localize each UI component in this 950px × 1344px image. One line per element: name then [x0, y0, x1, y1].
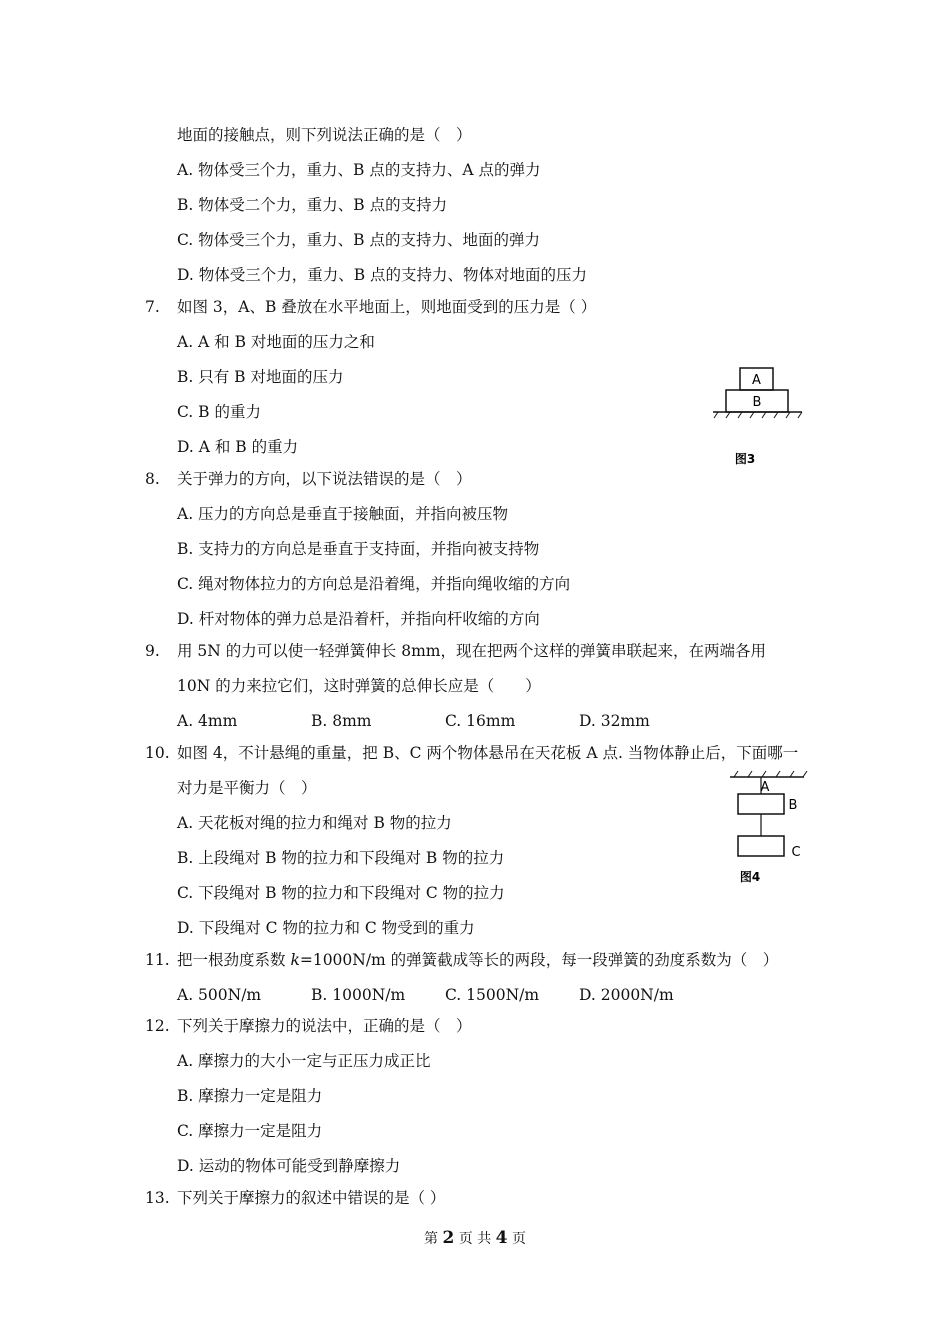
q8-stem: 关于弹力的方向，以下说法错误的是（ ）: [177, 470, 472, 488]
figure-3-caption: 图3: [734, 452, 756, 466]
footer-post: 页: [507, 1231, 526, 1247]
footer-page-number: 2: [442, 1228, 455, 1248]
q8-option-d: D. 杆对物体的弹力总是沿着杆，并指向杆收缩的方向: [177, 610, 540, 628]
q11-stem-post: =1000N/m 的弹簧截成等长的两段，每一段弹簧的劲度系数为（ ）: [299, 951, 779, 969]
q8-option-c: C. 绳对物体拉力的方向总是沿着绳，并指向绳收缩的方向: [177, 575, 571, 593]
q13-number: 13.: [145, 1189, 170, 1207]
q7-number: 7.: [145, 298, 160, 316]
footer-pre: 第: [424, 1231, 443, 1247]
q12-option-a: A. 摩擦力的大小一定与正压力成正比: [177, 1052, 431, 1070]
q6-stem-continuation: 地面的接触点，则下列说法正确的是（ ）: [177, 126, 472, 144]
footer-mid: 页 共: [454, 1231, 496, 1247]
q10-option-a: A. 天花板对绳的拉力和绳对 B 物的拉力: [177, 814, 452, 832]
block-c: [738, 836, 784, 856]
q8-option-b: B. 支持力的方向总是垂直于支持面，并指向被支持物: [177, 540, 540, 558]
q11-number: 11.: [145, 951, 170, 969]
block-b: [738, 794, 784, 814]
q7-option-d: D. A 和 B 的重力: [177, 438, 299, 456]
q12-option-c: C. 摩擦力一定是阻力: [177, 1122, 323, 1140]
q11-option-b: B. 1000N/m: [311, 986, 406, 1004]
q11-stem-pre: 把一根劲度系数: [177, 951, 291, 969]
q9-stem-line1: 用 5N 的力可以使一轻弹簧伸长 8mm，现在把两个这样的弹簧串联起来，在两端各用: [177, 642, 766, 660]
q10-option-b: B. 上段绳对 B 物的拉力和下段绳对 B 物的拉力: [177, 849, 505, 867]
q11-stem-k: k: [290, 951, 300, 969]
q7-option-a: A. A 和 B 对地面的压力之和: [177, 333, 375, 351]
block-a-label: A: [752, 373, 761, 388]
q12-stem: 下列关于摩擦力的说法中，正确的是（ ）: [177, 1017, 472, 1035]
q6-option-d: D. 物体受三个力，重力、B 点的支持力、物体对地面的压力: [177, 266, 588, 284]
q10-number: 10.: [145, 744, 170, 762]
q11-option-d: D. 2000N/m: [579, 986, 674, 1004]
q7-option-b: B. 只有 B 对地面的压力: [177, 368, 344, 386]
q12-option-d: D. 运动的物体可能受到静摩擦力: [177, 1157, 401, 1175]
q9-option-a: A. 4mm: [177, 712, 238, 730]
q7-stem: 如图 3，A、B 叠放在水平地面上，则地面受到的压力是（ ）: [177, 298, 597, 316]
block-c-label: C: [791, 845, 801, 860]
figure-3: [708, 360, 808, 470]
point-a-label: A: [760, 780, 770, 795]
block-b-label: B: [788, 798, 798, 813]
q7-option-c: C. B 的重力: [177, 403, 261, 421]
ground-hatching: [714, 412, 802, 418]
q10-stem-line2: 对力是平衡力（ ）: [177, 779, 317, 797]
q9-option-d: D. 32mm: [579, 712, 650, 730]
q10-option-d: D. 下段绳对 C 物的拉力和 C 物受到的重力: [177, 919, 475, 937]
q13-stem: 下列关于摩擦力的叙述中错误的是（ ）: [177, 1189, 446, 1207]
page-footer: [0, 1228, 950, 1248]
figure-4-caption: 图4: [739, 870, 761, 884]
q9-stem-line2: 10N 的力来拉它们，这时弹簧的总伸长应是（ ）: [177, 677, 541, 695]
ceiling-hatching: [734, 771, 807, 777]
q11-option-c: C. 1500N/m: [445, 986, 540, 1004]
figure-4: [728, 768, 810, 890]
block-b-label: B: [752, 395, 762, 410]
q9-option-b: B. 8mm: [311, 712, 372, 730]
q6-option-b: B. 物体受二个力，重力、B 点的支持力: [177, 196, 448, 214]
q12-option-b: B. 摩擦力一定是阻力: [177, 1087, 323, 1105]
q6-option-c: C. 物体受三个力，重力、B 点的支持力、地面的弹力: [177, 231, 540, 249]
q9-option-c: C. 16mm: [445, 712, 516, 730]
footer-total-pages: 4: [495, 1228, 508, 1248]
q9-number: 9.: [145, 642, 160, 660]
q10-stem-line1: 如图 4，不计悬绳的重量，把 B、C 两个物体悬吊在天花板 A 点. 当物体静止后，下面哪一: [177, 744, 799, 762]
q11-option-a: A. 500N/m: [177, 986, 262, 1004]
figure-3-drawing: [708, 360, 808, 470]
q8-number: 8.: [145, 470, 160, 488]
q6-option-a: A. 物体受三个力，重力、B 点的支持力、A 点的弹力: [177, 161, 541, 179]
q10-option-c: C. 下段绳对 B 物的拉力和下段绳对 C 物的拉力: [177, 884, 505, 902]
q11-stem: [177, 950, 778, 970]
q12-number: 12.: [145, 1017, 170, 1035]
figure-4-drawing: [728, 768, 810, 890]
q8-option-a: A. 压力的方向总是垂直于接触面，并指向被压物: [177, 505, 509, 523]
